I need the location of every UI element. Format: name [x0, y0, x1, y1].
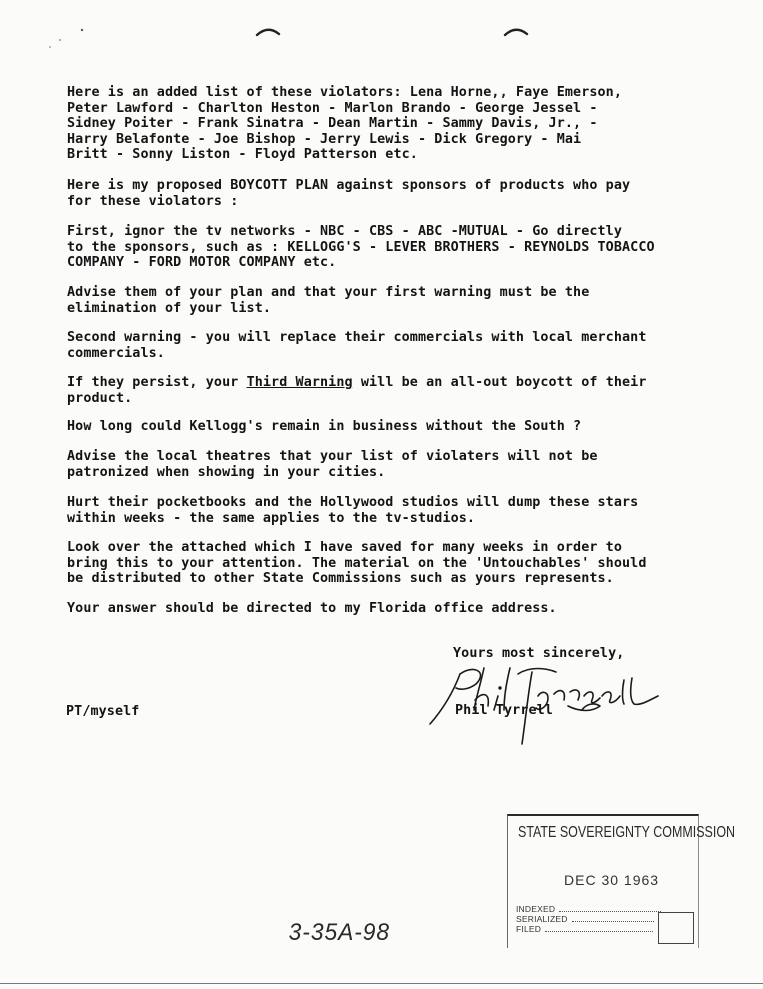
paragraph-first-step: First, ignor the tv networks - NBC - CBS - ABC -MUTUAL - Go directly to the sponsors, such as : KELLOGG'S - LEVER BROTHERS - REYNOLDS TOBACCO COMPANY - FORD MOTOR COMPANY etc.: [67, 224, 655, 270]
stamp-initials-box: [658, 912, 694, 944]
paragraph-pocketbooks: Hurt their pocketbooks and the Hollywood studios will dump these stars within weeks - the same applies to the tv-studios.: [67, 495, 639, 526]
signer-name: Phil Tyrrell: [455, 703, 553, 718]
top-punch-mark-left: [255, 24, 281, 38]
third-warning-underlined: Third Warning: [246, 375, 353, 390]
stamp-row-indexed: INDEXED: [516, 904, 661, 914]
paragraph-violators-list: Here is an added list of these violators: Lena Horne,, Faye Emerson, Peter Lawford - Charlton Heston - Marlon Brando - George Jessel - Sidney Poiter - Frank Sinatra - Dean Martin - Sammy Davis, Jr., - Harry Belafonte - Joe Bishop - Jerry Lewis - Dick Gregory - Mai Britt - Sonny Liston - Floyd Patterson etc.: [67, 85, 623, 162]
paragraph-third-warning: If they persist, your Third Warning will be an all-out boycott of their product.: [67, 375, 647, 406]
scan-specks: [40, 20, 100, 60]
stamp-title: STATE SOVEREIGNTY COMMISSION: [518, 824, 736, 841]
paragraph-second-warning: Second warning - you will replace their commercials with local merchant commercials.: [67, 330, 647, 361]
top-punch-mark-right: [503, 24, 529, 38]
stamp-date: DEC 30 1963: [564, 872, 660, 888]
handwritten-file-number: 3-35A-98: [288, 919, 391, 946]
paragraph-kelloggs-question: How long could Kellogg's remain in business without the South ?: [67, 419, 582, 434]
stamp-row-serialized: SERIALIZED: [516, 914, 654, 924]
paragraph-local-theatres: Advise the local theatres that your list of violaters will not be patronized when showing in your cities.: [67, 449, 598, 480]
reference-initials: PT/myself: [66, 704, 140, 719]
paragraph-answer-address: Your answer should be directed to my Florida office address.: [67, 601, 557, 616]
paragraph-boycott-plan: Here is my proposed BOYCOTT PLAN against sponsors of products who pay for these violators :: [67, 178, 631, 209]
stamp-row-filed: FILED: [516, 924, 653, 934]
paragraph-first-warning: Advise them of your plan and that your first warning must be the elimination of your list.: [67, 285, 590, 316]
archive-stamp: [507, 814, 736, 948]
closing-salutation: Yours most sincerely,: [453, 646, 625, 661]
paragraph-attached-material: Look over the attached which I have saved for many weeks in order to bring this to your attention. The material on the 'Untouchables' should be distributed to other State Commissions such as yours represents.: [67, 540, 647, 586]
bottom-scan-edge: [0, 983, 763, 984]
